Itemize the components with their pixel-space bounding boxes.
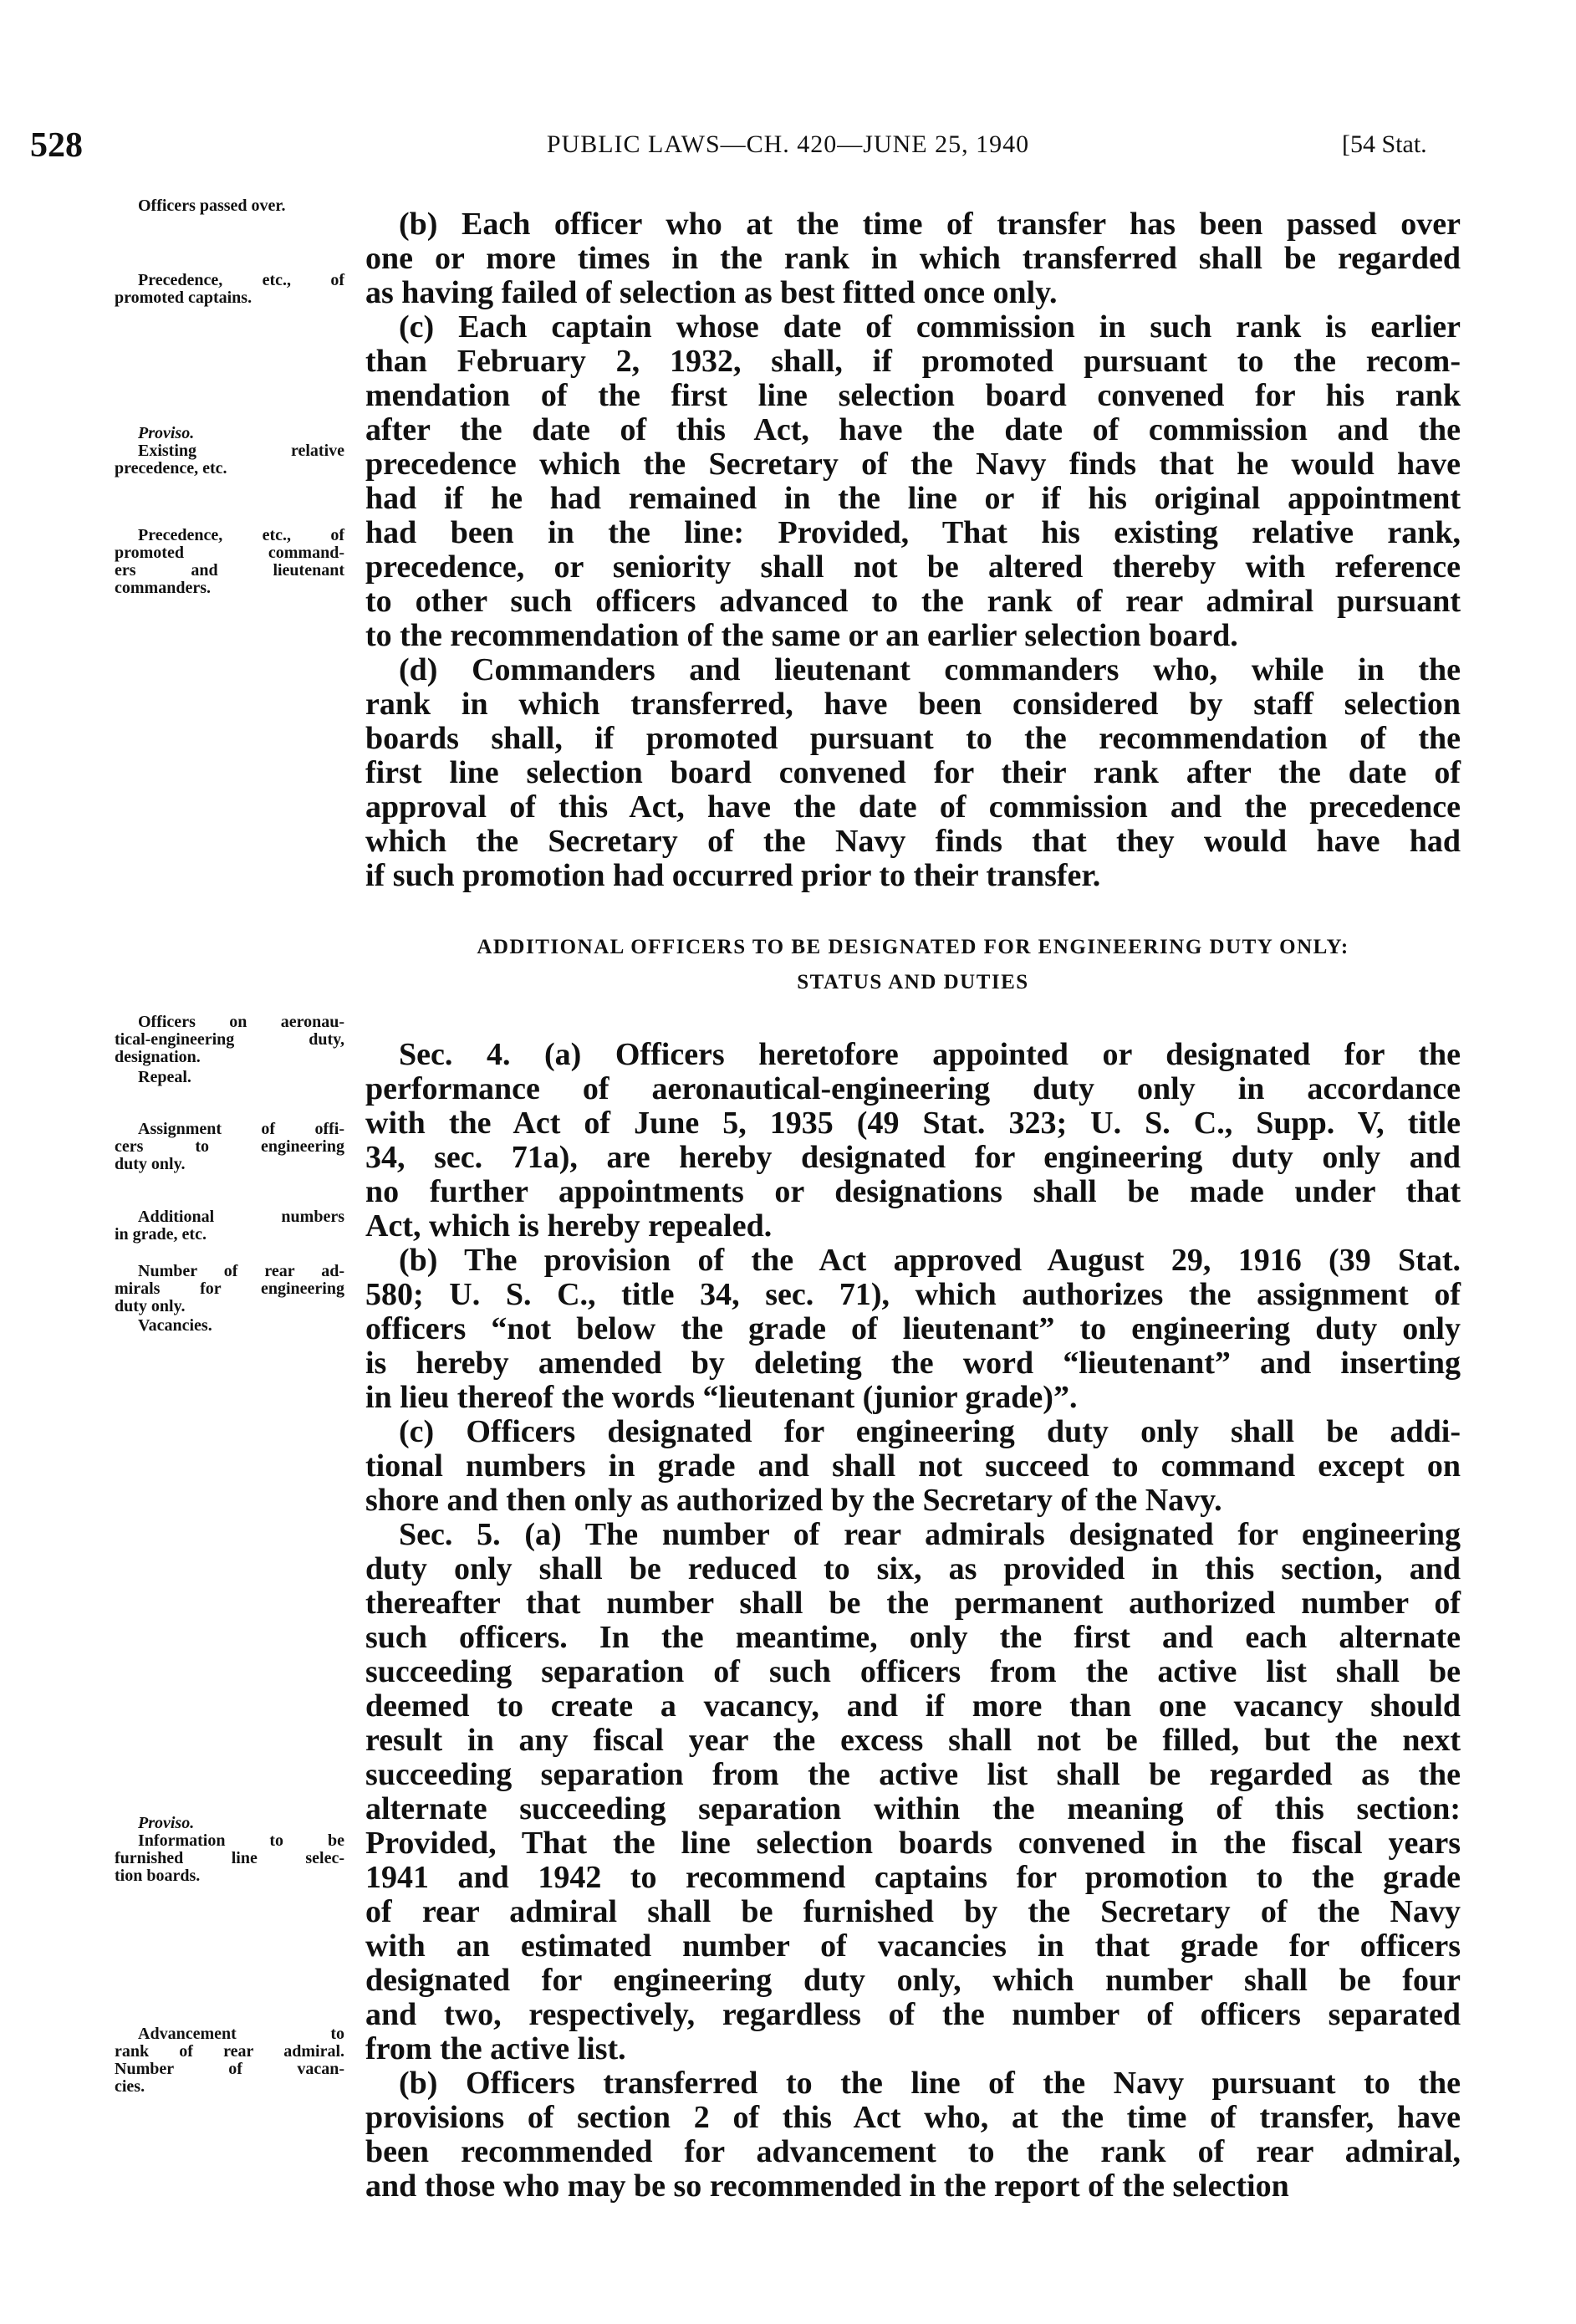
body-text-sec3 [365, 207, 1461, 893]
text-line: is hereby amended by deleting the word “lieutenant” and inserting [365, 1346, 1461, 1381]
text-line: Sec. 4. (a) Officers heretofore appointed or designated for the [399, 1037, 1461, 1072]
text-line: provisions of section 2 of this Act who, at the time of transfer, have [365, 2100, 1461, 2135]
margin-note [115, 1069, 344, 1086]
margin-note-line: Additional numbers [138, 1208, 344, 1226]
margin-note [115, 2025, 344, 2096]
margin-note-line: duty only. [115, 1297, 186, 1315]
body-text-sec4-5 [365, 1038, 1461, 2204]
margin-note-line: cies. [115, 2077, 145, 2096]
text-line: and two, respectively, regardless of the number of officers separated [365, 1997, 1461, 2032]
text-line: performance of aeronautical-engineering duty only in accordance [365, 1071, 1461, 1106]
text-line: with an estimated number of vacancies in that grade for officers [365, 1928, 1461, 1964]
text-line: precedence, or seniority shall not be altered thereby with reference [365, 549, 1461, 585]
margin-note [115, 1121, 344, 1173]
text-line: had been in the line: Provided, That his existing relative rank, [365, 515, 1461, 550]
text-line: 1941 and 1942 to recommend captains for promotion to the grade [365, 1860, 1461, 1895]
margin-note-line: furnished line selec- [115, 1849, 344, 1867]
text-line: had if he had remained in the line or if his original appointment [365, 481, 1461, 516]
text-line: 580; U. S. C., title 34, sec. 71), which authorizes the assignment of [365, 1277, 1461, 1312]
running-title: PUBLIC LAWS—CH. 420—JUNE 25, 1940 [546, 130, 1030, 158]
margin-note-line: Existing relative [138, 442, 344, 460]
page-number: 528 [30, 126, 83, 165]
text-line: after the date of this Act, have the date of commission and the [365, 412, 1461, 447]
text-line: officers “not below the grade of lieutenant” to engineering duty only [365, 1311, 1461, 1346]
text-line: mendation of the first line selection board convened for his rank [365, 378, 1461, 413]
text-line: approval of this Act, have the date of commission and the precedence [365, 789, 1461, 825]
paragraph [365, 653, 1461, 893]
margin-note-line: cers to engineering [115, 1137, 344, 1156]
text-line: precedence which the Secretary of the Navy finds that he would have [365, 447, 1461, 482]
margin-note-line: designation. [115, 1048, 201, 1066]
margin-note-line: precedence, etc. [115, 459, 227, 478]
section-heading-line: ADDITIONAL OFFICERS TO BE DESIGNATED FOR ENGINEERING DUTY ONLY: [477, 936, 1349, 958]
margin-note-line: Number of rear ad- [138, 1262, 344, 1280]
text-line: no further appointments or designations shall be made under that [365, 1174, 1461, 1209]
text-line: from the active list. [365, 2031, 626, 2066]
margin-note-line: Precedence, etc., of [138, 526, 344, 544]
text-line: succeeding separation from the active list shall be regarded as the [365, 1757, 1461, 1792]
margin-note-line: in grade, etc. [115, 1225, 207, 1244]
text-line: Provided, That the line selection boards convened in the fiscal years [365, 1826, 1461, 1861]
margin-note-line: promoted command- [115, 544, 344, 562]
paragraph [365, 1038, 1461, 1244]
text-line: if such promotion had occurred prior to their transfer. [365, 858, 1101, 893]
text-line: than February 2, 1932, shall, if promoted pursuant to the recom- [365, 344, 1461, 379]
text-line: (b) Officers transferred to the line of the Navy pursuant to the [399, 2066, 1461, 2101]
margin-note-line: mirals for engineering [115, 1279, 344, 1298]
text-line: such officers. In the meantime, only the first and each alternate [365, 1620, 1461, 1655]
text-line: deemed to create a vacancy, and if more than one vacancy should [365, 1688, 1461, 1724]
text-line: (c) Officers designated for engineering duty only shall be addi- [399, 1414, 1461, 1449]
text-line: designated for engineering duty only, which number shall be four [365, 1963, 1461, 1998]
text-line: and those who may be so recommended in the report of the selection [365, 2168, 1289, 2204]
margin-note [115, 1317, 344, 1335]
margin-note-line: Advancement to [138, 2025, 344, 2043]
margin-note-line: rank of rear admiral. [115, 2042, 344, 2061]
margin-note-line: Repeal. [138, 1068, 191, 1086]
text-line: (c) Each captain whose date of commission in such rank is earlier [399, 309, 1461, 345]
text-line: (b) The provision of the Act approved August 29, 1916 (39 Stat. [399, 1243, 1461, 1278]
text-line: with the Act of June 5, 1935 (49 Stat. 323; U. S. C., Supp. V, title [365, 1106, 1461, 1141]
margin-note-line: Precedence, etc., of [138, 271, 344, 289]
text-line: to the recommendation of the same or an earlier selection board. [365, 618, 1238, 653]
text-line: shore and then only as authorized by the Secretary of the Navy. [365, 1483, 1222, 1518]
text-line: duty only shall be reduced to six, as provided in this section, and [365, 1551, 1461, 1586]
text-line: succeeding separation of such officers from the active list shall be [365, 1654, 1461, 1689]
margin-note [115, 1263, 344, 1315]
margin-note-line: duty only. [115, 1155, 186, 1173]
paragraph [365, 1518, 1461, 2066]
paragraph [365, 2066, 1461, 2204]
text-line: (b) Each officer who at the time of transfer has been passed over [399, 207, 1461, 242]
text-line: thereafter that number shall be the permanent authorized number of [365, 1586, 1461, 1621]
margin-note-line: Information to be [138, 1831, 344, 1850]
paragraph [365, 207, 1461, 310]
margin-note [115, 1014, 344, 1066]
text-line: one or more times in the rank in which transferred shall be regarded [365, 241, 1461, 276]
margin-note-line: Vacancies. [138, 1316, 212, 1335]
margin-note-line: Officers on aeronau- [138, 1013, 344, 1031]
proviso-label: Proviso. [138, 424, 195, 442]
paragraph [365, 310, 1461, 653]
margin-note [115, 197, 344, 215]
margin-note-line: commanders. [115, 579, 211, 597]
text-line: in lieu thereof the words “lieutenant (junior grade)”. [365, 1380, 1078, 1415]
margin-note [115, 272, 344, 307]
text-line: been recommended for advancement to the rank of rear admiral, [365, 2134, 1461, 2169]
margin-note-line: Assignment of offi- [138, 1120, 344, 1138]
margin-note-line: Officers passed over. [138, 197, 286, 215]
text-line: boards shall, if promoted pursuant to the recommendation of the [365, 721, 1461, 756]
section-heading [365, 930, 1461, 1000]
margin-note [115, 1815, 344, 1885]
text-line: rank in which transferred, have been considered by staff selection [365, 687, 1461, 722]
paragraph [365, 1415, 1461, 1518]
margin-note-line: tical-engineering duty, [115, 1030, 344, 1049]
text-line: tional numbers in grade and shall not succeed to command except on [365, 1448, 1461, 1484]
text-line: which the Secretary of the Navy finds that they would have had [365, 824, 1461, 859]
margin-note [115, 425, 344, 478]
margin-note-line: tion boards. [115, 1867, 201, 1885]
text-line: 34, sec. 71a), are hereby designated for engineering duty only and [365, 1140, 1461, 1175]
margin-note-line: ers and lieutenant [115, 561, 344, 580]
text-line: first line selection board convened for their rank after the date of [365, 755, 1461, 790]
text-line: (d) Commanders and lieutenant commanders who, while in the [399, 652, 1461, 687]
margin-note [115, 1208, 344, 1244]
volume-reference: [54 Stat. [1342, 130, 1427, 158]
text-line: Sec. 5. (a) The number of rear admirals designated for engineering [399, 1517, 1461, 1552]
section-heading-line: STATUS AND DUTIES [797, 971, 1029, 993]
text-line: alternate succeeding separation within the meaning of this section: [365, 1791, 1461, 1826]
text-line: to other such officers advanced to the rank of rear admiral pursuant [365, 584, 1461, 619]
text-line: of rear admiral shall be furnished by the Secretary of the Navy [365, 1894, 1461, 1929]
text-line: as having failed of selection as best fitted once only. [365, 275, 1058, 310]
margin-note-line: promoted captains. [115, 289, 252, 307]
text-line: Act, which is hereby repealed. [365, 1208, 773, 1244]
text-line: result in any fiscal year the excess shall not be filled, but the next [365, 1723, 1461, 1758]
margin-note [115, 527, 344, 597]
paragraph [365, 1244, 1461, 1415]
proviso-label: Proviso. [138, 1814, 195, 1832]
margin-note-line: Number of vacan- [115, 2060, 344, 2078]
